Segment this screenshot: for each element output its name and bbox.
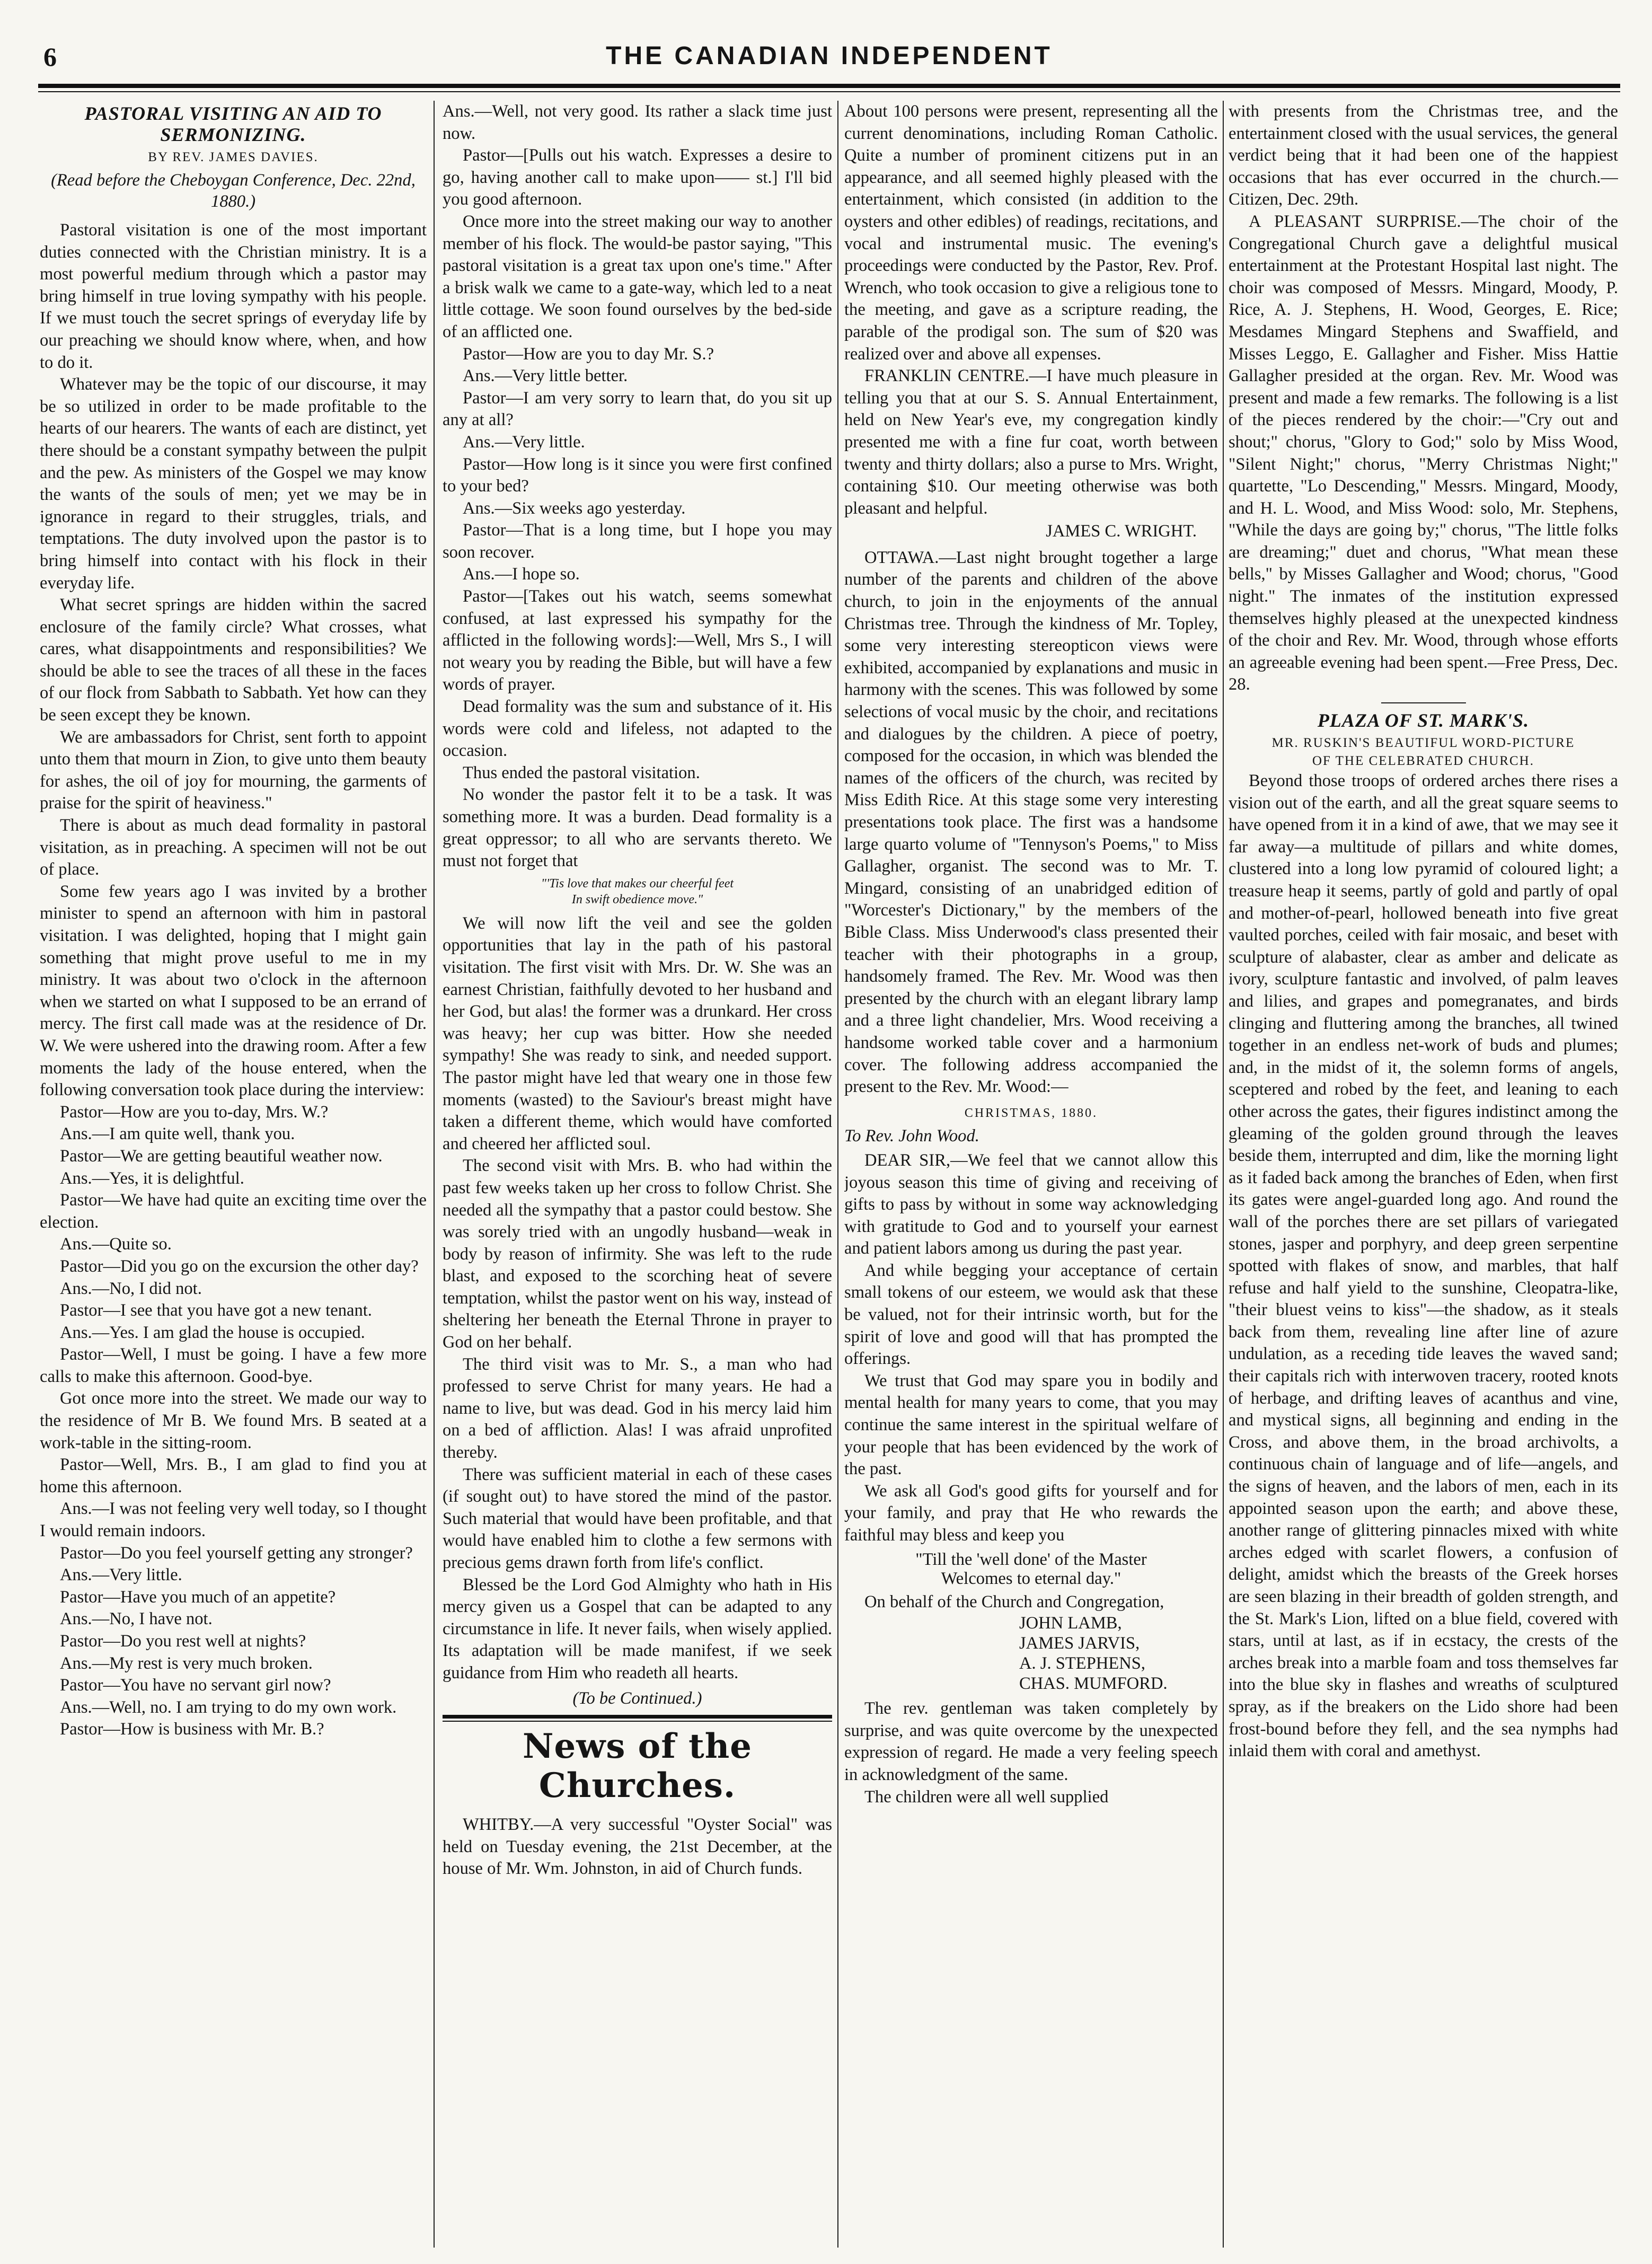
paragraph: Pastor—We have had quite an exciting time over the election. [40, 1191, 427, 1232]
paragraph: Ans.—My rest is very much broken. [60, 1653, 313, 1673]
verse [844, 1550, 1218, 1588]
paragraph: Ans.—Well, no. I am trying to do my own work. [60, 1697, 397, 1717]
paragraph: Ans.—Six weeks ago yesterday. [463, 498, 686, 518]
paragraph: Pastor—[Takes out his watch, seems somewhat confused, at last expressed his sympathy for the afflicted in the following words]:—Well, Mrs S., I will not weary you by reading the Bible, but will have a few words of prayer. [443, 587, 832, 694]
signatory: CHAS. MUMFORD. [1019, 1674, 1168, 1694]
column-separator [434, 101, 435, 2248]
article-subtitle: OF THE CELEBRATED CHURCH. [1312, 754, 1534, 769]
paragraph: Dead formality was the sum and substance of it. His words were cold and lifeless, not adapted to the occasion. [443, 697, 832, 761]
signatory: JOHN LAMB, [1019, 1614, 1122, 1633]
article-title: PLAZA OF ST. MARK'S. [1317, 710, 1530, 732]
address-recipient: To Rev. John Wood. [844, 1126, 979, 1146]
paragraph: About 100 persons were present, representing all the current denominations, including Roman Catholic. Quite a number of prominent citizens put in an appearance, and all seemed highly pleased with the entertainment, which consisted (in addition to the oysters and other edibles) of readings, recitations, and vocal and instrumental music. The evening's proceedings were conducted by the Pastor, Rev. Prof. Wrench, who took occasion to give a religious tone to the meeting, and gave as a scripture reading, the parable of the prodigal son. The sum of $20 was realized over and above all expenses. [844, 102, 1218, 364]
column-separator [1223, 101, 1224, 2248]
paragraph: Blessed be the Lord God Almighty who hath in His mercy given us a Gospel that can be adapted to any circumstance in life. It never fails, when wisely applied. Its adaptation will be made manifest, if we seek guidance from Him who readeth all hearts. [443, 1575, 832, 1682]
paragraph: Pastor—How is business with Mr. B.? [60, 1720, 324, 1739]
paragraph: There was sufficient material in each of these cases (if sought out) to have stored the mind of the pastor. Such material that would have been profitable, and that would have enabled him to clothe a few sermons with precious gems drawn forth from life's conflict. [443, 1465, 832, 1572]
header-rule-thin [38, 91, 1620, 92]
article-subtitle: MR. RUSKIN'S BEAUTIFUL WORD-PICTURE [1271, 736, 1575, 751]
read-note: (Read before the Cheboygan Conference, Dec. 22nd, 1880.) [51, 171, 416, 211]
divider [1381, 702, 1466, 703]
paragraph: WHITBY.—A very successful "Oyster Social" was held on Tuesday evening, the 21st December, at the house of Mr. Wm. Johnston, in aid of Church funds. [443, 1815, 832, 1879]
column-3 [844, 101, 1218, 2250]
paragraph: Pastoral visitation is one of the most important duties connected with the Christian ministry. It is a most powerful medium through which a pastor may bring himself in true loving sympathy with his people. If we must touch the secret springs of everyday life by our preaching we should know where, when, and how to do it. [40, 221, 427, 372]
paragraph: Pastor—I see that you have got a new tenant. [60, 1301, 372, 1320]
paragraph: Pastor—Did you go on the excursion the other day? [60, 1256, 419, 1276]
paragraph: Ans.—Yes. I am glad the house is occupied. [60, 1323, 365, 1342]
on-behalf-line: On behalf of the Church and Congregation, [864, 1592, 1164, 1611]
paragraph: We are ambassadors for Christ, sent forth to appoint unto them that mourn in Zion, to give unto them beauty for ashes, the oil of joy for mourning, the garments of praise for the spirit of heaviness." [40, 727, 427, 813]
paragraph: And while begging your acceptance of certain small tokens of our esteem, we would ask that these be valued, not for their intrinsic worth, but for the spirit of love and good will that has prompted the offerings. [844, 1261, 1218, 1369]
news-body [844, 1698, 1218, 1808]
paragraph: Pastor—That is a long time, but I hope you may soon recover. [443, 521, 832, 562]
news-body [844, 101, 1218, 519]
signatory: JAMES JARVIS, [1019, 1634, 1140, 1653]
quote-line: "'Tis love that makes our cheerful feet [541, 876, 734, 891]
paragraph: Ans.—Well, not very good. Its rather a slack time just now. [443, 102, 832, 143]
column-4 [1229, 101, 1618, 2250]
paragraph: Ans.—Very little. [60, 1565, 182, 1585]
article-body [40, 219, 427, 1741]
paragraph: Pastor—We are getting beautiful weather now. [60, 1146, 383, 1166]
paragraph: Beyond those troops of ordered arches there rises a vision out of the earth, and all the great square seems to have opened from it in a kind of awe, that we may see it far away—a multitude of pillars and white domes, clustered into a long low pyramid of coloured light; a treasure heap it seems, partly of gold and partly of opal and mother-of-pearl, hollowed beneath into five great vaulted porches, ceiled with fair mosaic, and beset with sculpture of alabaster, clear as amber and delicate as ivory, sculpture fantastic and involved, of palm leaves and lilies, and grapes and pomegranates, and birds clinging and fluttering among the branches, all twined together in an endless net-work of buds and plumes; and, in the midst of it, the solemn forms of angels, sceptered and robed by the feet, and leaning to each other across the gates, their figures indistinct among the gleaming of the golden ground through the leaves beside them, interrupted and dim, like the morning light as it faded back among the branches of Eden, when first its gates were angel-guarded long ago. And round the wall of the porches there are set pillars of variegated stones, jasper and porphyry, and deep green serpentine spotted with flakes of snow, and marbles, that half refuse and half yield to the sunshine, Cleopatra-like, "their bluest veins to kiss"—the shadow, as it steals back from them, revealing line after line of azure undulation, as a receding tide leaves the waved sand; their capitals rich with interwoven tracery, rooted knots of herbage, and drifting leaves of acanthus and vine, and mystical signs, all beginning and ending in the Cross, and above them, in the broad archivolts, a continuous chain of language and of life—angels, and the signs of heaven, and the labors of men, each in its appointed season upon the earth; and above these, another range of glittering pinnacles mixed with white arches edged with scarlet flowers, a confusion of delight, amidst which the breasts of the Greek horses are seen blazing in their breadth of golden strength, and the St. Mark's Lion, lifted on a blue field, covered with stars, until at last, as if in ecstacy, the crests of the arches break into a marble foam and toss themselves far into the blue sky in flashes and wreaths of sculptured spray, as if the breakers on the Lido shore had been frost-bound before they fell, and the sea nymphs had inlaid them with coral and amethyst. [1229, 771, 1618, 1761]
byline: BY REV. JAMES DAVIES. [148, 150, 319, 164]
paragraph: We will now lift the veil and see the golden opportunities that lay in the path of his pastoral visitation. The first visit with Mrs. Dr. W. She was an earnest Christian, faithfully devoted to her husband and her God, but alas! the former was a drunkard. Her cross was heavy; her cup was bitter. How she needed sympathy! She was ready to sink, and needed support. The pastor might have led that weary one in those few moments (wasted) to the Saviour's breast might have taken a different theme, which would have comforted and cheered her afflicted soul. [443, 913, 832, 1153]
verse-line: "Till the 'well done' of the Master [915, 1549, 1147, 1569]
news-body [443, 1814, 832, 1880]
paragraph: Pastor—You have no servant girl now? [60, 1676, 331, 1695]
paragraph: Whatever may be the topic of our discourse, it may be so utilized in order to be made profitable to the hearts of our hearers. The wants of each are distinct, yet there should be a constant sympathy between the pulpit and the pew. As ministers of the Gospel we may know the wants of the souls of men; yet we may be in ignorance in regard to their struggles, trials, and temptations. The duty involved upon the pastor is to bring himself into contact with his flock in their everyday life. [40, 375, 427, 593]
paragraph: Pastor—Have you much of an appetite? [60, 1587, 336, 1607]
paragraph: Thus ended the pastoral visitation. [463, 763, 700, 782]
news-body [1229, 101, 1618, 696]
paragraph: Pastor—Well, I must be going. I have a few more calls to make this afternoon. Good-bye. [40, 1345, 427, 1386]
article-title: PASTORAL VISITING AN AID TO SERMONIZING. [84, 103, 382, 145]
paragraph: Pastor—Do you rest well at nights? [60, 1632, 306, 1651]
paragraph: What secret springs are hidden within the sacred enclosure of the family circle? What crosses, what cares, what disappointments and responsibilities? We should be able to see the traces of all these in the faces of our flock from Sabbath to Sabbath. Yet how can they be seen except they be known. [40, 595, 427, 725]
paragraph: Ans.—Quite so. [60, 1235, 172, 1254]
masthead: THE CANADIAN INDEPENDENT [606, 42, 1053, 70]
header-rule-thick [38, 84, 1620, 88]
paragraph: No wonder the pastor felt it to be a task. It was something more. It was a burden. Dead formality is a great oppressor; to all who are servants thereto. We must not forget that [443, 785, 832, 871]
paragraph: Once more into the street making our way to another member of his flock. The would-be pastor saying, "This pastoral visitation is a great tax upon one's time." After a brisk walk we came to a gate-way, which led to a neat little cottage. We soon found ourselves by the bed-side of an afflicted one. [443, 212, 832, 341]
page-header [38, 41, 1620, 84]
paragraph: Ans.—No, I have not. [60, 1609, 213, 1629]
paragraph: DEAR SIR,—We feel that we cannot allow this joyous season this time of giving and receiving of gifts to pass by without in some way acknowledging with gratitude to God and to yourself your earnest and patient labors among us during the past year. [844, 1150, 1218, 1258]
paragraph: Ans.—No, I did not. [60, 1279, 202, 1298]
section-rule-thick [443, 1715, 832, 1719]
paragraph: Pastor—I am very sorry to learn that, do you sit up any at all? [443, 388, 832, 430]
paragraph: Pastor—[Pulls out his watch. Expresses a desire to go, having another call to make upon—— st.] I'll bid you good afternoon. [443, 146, 832, 209]
paragraph: Pastor—How long is it since you were first confined to your bed? [443, 454, 832, 496]
paragraph: There is about as much dead formality in pastoral visitation, as in preaching. A specimen will not be out of place. [40, 816, 427, 879]
article-body-continued [443, 101, 832, 873]
paragraph: Ans.—I am quite well, thank you. [60, 1124, 295, 1144]
news-section-heading: News of the Churches. [523, 1726, 752, 1806]
paragraph: We trust that God may spare you in bodily and mental health for many years to come, that you may continue the same interest in the spiritual welfare of your people that has been evidenced by the work of the past. [844, 1371, 1218, 1479]
address-body [844, 1150, 1218, 1547]
paragraph: FRANKLIN CENTRE.—I have much pleasure in telling you that at our S. S. Annual Entertainment, held on New Year's eve, my congregation kindly presented me with a fine fur coat, worth between twenty and thirty dollars; also a purse to Mrs. Wright, containing $10. Our meeting otherwise was both pleasant and helpful. [844, 366, 1218, 518]
column-2 [443, 101, 832, 2250]
paragraph: A PLEASANT SURPRISE.—The choir of the Congregational Church gave a delightful musical entertainment at the Protestant Hospital last night. The choir was composed of Messrs. Mingard, Moody, P. Rice, A. J. Stephens, H. Wood, Georges, E. Rice; Mesdames Mingard Stephens and Swaffield, and Misses Leggo, E. Gallagher and Fisher. Miss Hattie Gallagher presided at the organ. Rev. Mr. Wood was present and made a few remarks. The following is a list of the pieces rendered by the choir:—"Cry out and shout;" chorus, "Glory to God;" solo by Miss Wood, "Silent Night;" chorus, "Merry Christmas Night;" quartette, "Lo Descending," Messrs. Mingard, Moody, and H. L. Wood, and Miss Wood: solo, Mr. Stephens, "While the days are going by;" chorus, "The little folks are dreaming;" duet and chorus, "What mean these bells," by Misses Gallagher and Wood; chorus, "Good night." The inmates of the institution expressed themselves highly pleased at the unexpected kindness of the choir and Rev. Mr. Wood, through whose efforts an agreeable evening had been spent.—Free Press, Dec. 28. [1229, 212, 1618, 694]
paragraph: Pastor—How are you to day Mr. S.? [463, 344, 714, 364]
paragraph: Pastor—Do you feel yourself getting any stronger? [60, 1543, 413, 1563]
to-be-continued: (To be Continued.) [572, 1688, 702, 1708]
page-number: 6 [43, 42, 57, 72]
paragraph: We ask all God's good gifts for yourself and for your family, and pray that He who rewards the faithful may bless and keep you [844, 1481, 1218, 1545]
verse-line: Welcomes to eternal day." [941, 1569, 1121, 1588]
paragraph: with presents from the Christmas tree, and the entertainment closed with the usual services, the general verdict being that it had been one of the happiest occasions that has ever occurred in the church.—Citizen, Dec. 29th. [1229, 102, 1618, 209]
column-separator [837, 101, 838, 2248]
signatory: A. J. STEPHENS, [1019, 1654, 1146, 1673]
paragraph: Ans.—Very little. [463, 432, 585, 452]
paragraph: Pastor—How are you to-day, Mrs. W.? [60, 1102, 329, 1122]
paragraph: The children were all well supplied [864, 1787, 1109, 1807]
paragraph: Some few years ago I was invited by a brother minister to spend an afternoon with him in pastoral visitation. I was delighted, hoping that I might gain something that might prove useful to me in my ministry. It was about two o'clock in the afternoon when we started on what I supposed to be an errand of mercy. The first call made was at the residence of Dr. W. We were ushered into the drawing room. After a few moments the lady of the house entered, when the following conversation took place during the interview: [40, 882, 427, 1100]
signatories [1019, 1613, 1218, 1694]
signature: JAMES C. WRIGHT. [1046, 522, 1197, 541]
hymn-quote [443, 876, 832, 908]
paragraph: OTTAWA.—Last night brought together a large number of the parents and children of the above church, to join in the enjoyments of the annual Christmas tree. Through the kindness of Mr. Topley, some very interesting stereopticon views were exhibited, accompanied by explanations and music in harmony with the scenes. This was followed by some selections of vocal music by the choir, and recitations and dialogues by the children. A piece of poetry, composed for the occasion, in which was blended the names of the officers of the church, was recited by Miss Edith Rice. At this stage some very interesting presentations took place. The first was a handsome large quarto volume of "Tennyson's Poems," to Miss Gallagher, organist. The second was to Mr. T. Mingard, consisting of an unabridged edition of "Worcester's Dictionary," by the members of the Bible Class. Miss Underwood's class presented their teacher with their photographs in a group, handsomely framed. The Rev. Mr. Wood was then presented by the church with an elegant library lamp and a three light chandelier, Mrs. Wood receiving a handsome worked table cover and a harmonium cover. The following address accompanied the present to the Rev. Mr. Wood:— [844, 548, 1218, 1097]
paragraph: Pastor—Well, Mrs. B., I am glad to find you at home this afternoon. [40, 1455, 427, 1496]
paragraph: Got once more into the street. We made our way to the residence of Mr B. We found Mrs. B seated at a work-table in the sitting-room. [40, 1389, 427, 1452]
section-rule-thin [443, 1721, 832, 1722]
article-body-continued [443, 913, 832, 1685]
column-1 [40, 101, 427, 2250]
paragraph: The second visit with Mrs. B. who had within the past few weeks taken up her cross to follow Christ. She needed all the sympathy that a pastor could bestow. She was sorely tried with an ungodly husband—weak in body by reason of infirmity. She was left to the rude blast, and exposed to the scorching heat of severe temptation, whilst the pastor went on his way, instead of sheltering her beneath the Eternal Throne in prayer to God on her behalf. [443, 1156, 832, 1352]
paragraph: Ans.—Very little better. [463, 366, 628, 386]
article-body [1229, 770, 1618, 1763]
paragraph: Ans.—Yes, it is delightful. [60, 1168, 244, 1188]
address-date: CHRISTMAS, 1880. [964, 1106, 1098, 1120]
quote-line: In swift obedience move." [571, 892, 703, 906]
paragraph: The third visit was to Mr. S., a man who had professed to serve Christ for many years. He had a name to live, but was dead. God in his mercy laid him on a bed of affliction. Alas! I was afraid unprofited thereby. [443, 1354, 832, 1463]
paragraph: Ans.—I was not feeling very well today, so I thought I would remain indoors. [40, 1499, 427, 1541]
news-body [844, 547, 1218, 1098]
paragraph: The rev. gentleman was taken completely by surprise, and was quite overcome by the unexpected expression of regard. He made a very feeling speech in acknowledgment of the same. [844, 1699, 1218, 1784]
paragraph: Ans.—I hope so. [463, 565, 580, 584]
